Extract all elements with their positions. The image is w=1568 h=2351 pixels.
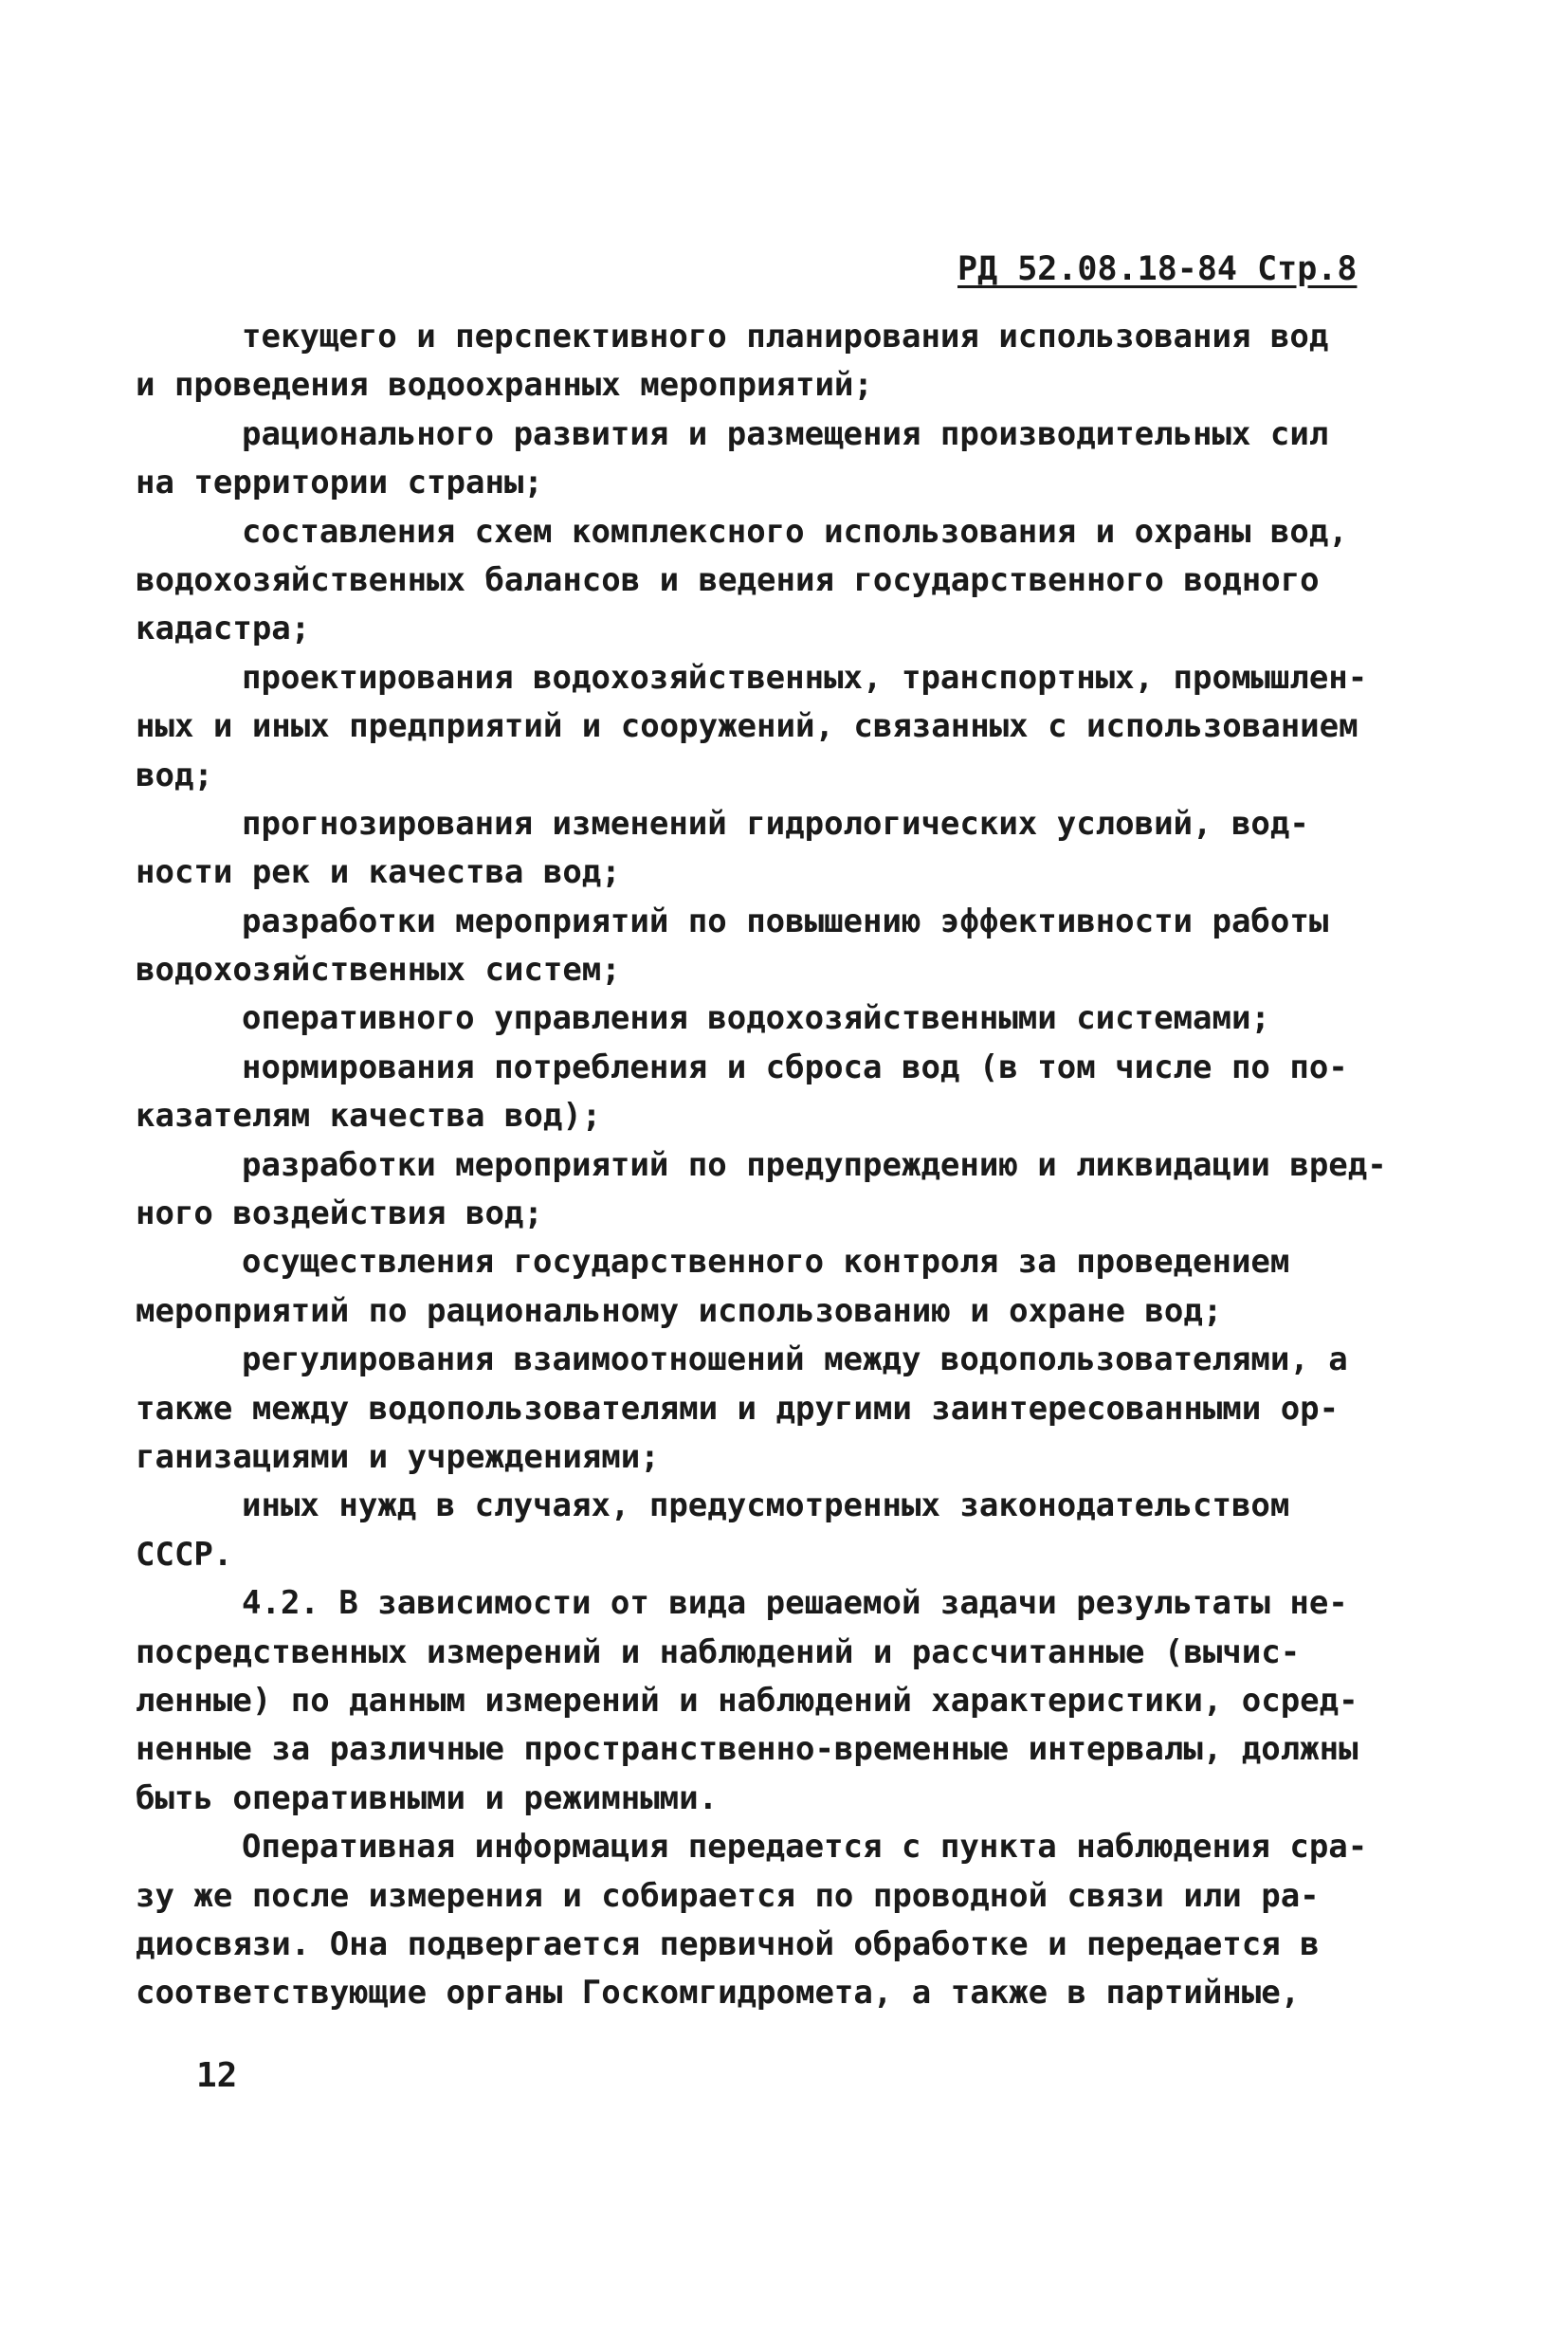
text-line: иных нужд в случаях, предусмотренных законодательством: [242, 1486, 1290, 1525]
text-line: разработки мероприятий по предупреждению и ликвидации вред-: [242, 1145, 1387, 1184]
paragraph: [136, 1482, 1415, 1579]
text-line: и проведения водоохранных мероприятий;: [136, 366, 873, 405]
text-line: кадастра;: [136, 610, 311, 648]
paragraph: [136, 1823, 1415, 2018]
paragraph: [136, 1238, 1415, 1336]
paragraph: [136, 1336, 1415, 1482]
text-line: проектирования водохозяйственных, транспортных, промышлен-: [242, 658, 1368, 697]
text-line: составления схем комплексного использования и охраны вод,: [242, 512, 1348, 551]
document-body: [136, 313, 1415, 2018]
text-line: осуществления государственного контроля за проведением: [242, 1243, 1290, 1282]
text-line: оперативного управления водохозяйственными системами;: [242, 999, 1270, 1038]
text-line: посредственных измерений и наблюдений и рассчитанные (вычис-: [136, 1632, 1301, 1671]
text-line: казателям качества вод);: [136, 1097, 602, 1136]
page-number: 12: [196, 2056, 238, 2095]
text-line: текущего и перспективного планирования использования вод: [242, 318, 1329, 355]
text-line: быть оперативными и режимными.: [136, 1778, 719, 1817]
text-line: водохозяйственных балансов и ведения государственного водного: [136, 560, 1320, 599]
paragraph: [136, 1044, 1415, 1141]
paragraph: [136, 508, 1415, 654]
text-line: ленные) по данным измерений и наблюдений характеристики, осред-: [136, 1681, 1358, 1720]
text-line: ного воздействия вод;: [136, 1194, 543, 1233]
text-line: зу же после измерения и собирается по проводной связи или ра-: [136, 1876, 1320, 1915]
text-line: также между водопользователями и другими заинтересованными ор-: [136, 1389, 1340, 1428]
paragraph: [136, 313, 1415, 410]
text-line: разработки мероприятий по повышению эффективности работы: [242, 902, 1329, 940]
text-line: Оперативная информация передается с пункта наблюдения сра-: [242, 1828, 1368, 1867]
paragraph: [136, 994, 1415, 1043]
text-line: регулирования взаимоотношений между водопользователями, а: [242, 1340, 1348, 1379]
document-header: РД 52.08.18-84 Стр.8: [957, 250, 1358, 288]
paragraph: [136, 654, 1415, 800]
text-line: мероприятий по рациональному использованию и охране вод;: [136, 1291, 1223, 1330]
paragraph: [136, 1141, 1415, 1239]
text-line: на территории страны;: [136, 464, 543, 502]
text-line: нормирования потребления и сброса вод (в том числе по по-: [242, 1048, 1348, 1086]
text-line: прогнозирования изменений гидрологических условий, вод-: [242, 804, 1309, 843]
text-line: диосвязи. Она подвергается первичной обработке и передается в: [136, 1924, 1320, 1963]
text-line: соответствующие органы Госкомгидромета, а также в партийные,: [136, 1974, 1301, 2013]
text-line: ности рек и качества вод;: [136, 853, 621, 892]
paragraph: [136, 800, 1415, 898]
text-line: ненные за различные пространственно-временные интервалы, должны: [136, 1730, 1358, 1769]
text-line: рационального развития и размещения производительных сил: [242, 414, 1329, 453]
text-line: вод;: [136, 756, 213, 794]
paragraph: [136, 410, 1415, 508]
paragraph: [136, 1579, 1415, 1823]
text-line: ганизациями и учреждениями;: [136, 1437, 660, 1476]
paragraph: [136, 898, 1415, 995]
text-line: водохозяйственных систем;: [136, 951, 621, 990]
text-line: СССР.: [136, 1535, 233, 1574]
text-line: 4.2. В зависимости от вида решаемой задачи результаты не-: [242, 1584, 1348, 1623]
text-line: ных и иных предприятий и сооружений, связанных с использованием: [136, 707, 1358, 746]
